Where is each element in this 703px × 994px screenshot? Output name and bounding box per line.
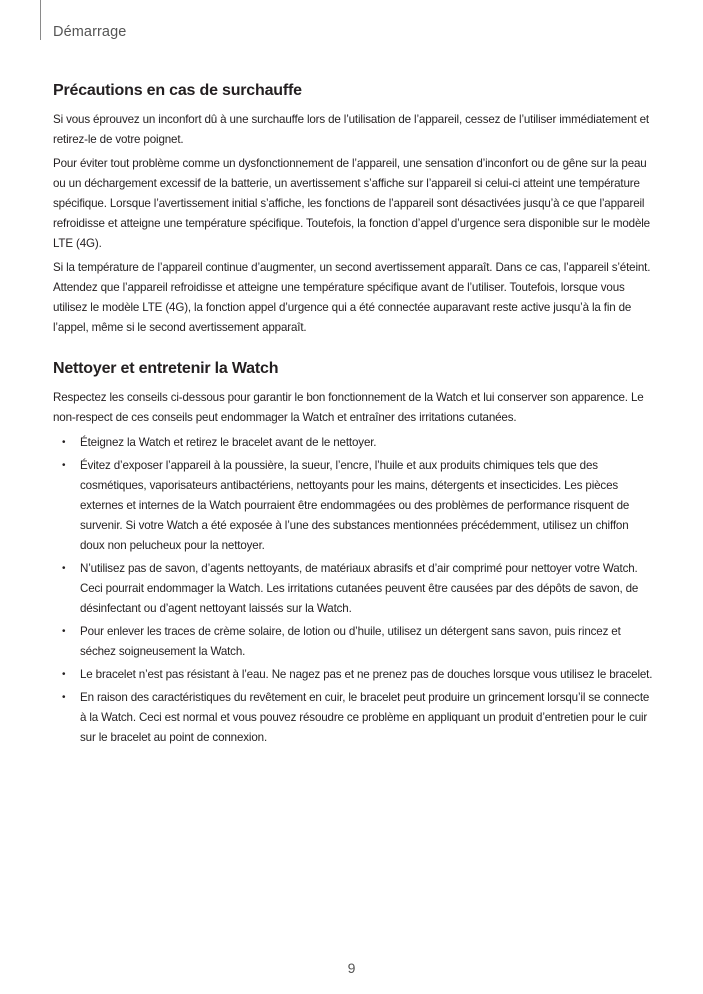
list-item — [53, 665, 653, 685]
bullet-icon: • — [62, 626, 66, 637]
page-number: 9 — [347, 960, 356, 976]
section-heading: Précautions en cas de surchauffe — [53, 82, 302, 99]
bullet-icon: • — [62, 692, 66, 703]
paragraph: Si vous éprouvez un inconfort dû à une surchauffe lors de l’utilisation de l’appareil, cessez de l’utiliser immédiatement et retirez-le de votre poignet. — [53, 113, 649, 146]
list-item-text: Évitez d’exposer l’appareil à la poussière, la sueur, l’encre, l’huile et aux produits chimiques tels que des cosmétiques, vaporisateurs antibactériens, nettoyants pour les mains, détergents et insecticides. Les pièces externes et internes de la Watch pourraient être endommagées ou des problèmes de performance risquent de survenir. Si votre Watch a été exposée à l’une des substances mentionnées précédemment, utilisez un chiffon doux non pelucheux pour la nettoyer. — [80, 459, 630, 552]
chapter-title: Démarrage — [53, 24, 127, 40]
section-heading: Nettoyer et entretenir la Watch — [53, 360, 279, 377]
bullet-list — [53, 433, 653, 748]
bullet-icon: • — [62, 437, 66, 448]
section-overheating — [53, 82, 653, 338]
list-item-text: N’utilisez pas de savon, d’agents nettoyants, de matériaux abrasifs et d’air comprimé pour nettoyer votre Watch. Ceci pourrait endommager la Watch. Les irritations cutanées peuvent être causées par des dépôts de savon, de désinfectant ou d’agent nettoyant laissés sur la Watch. — [80, 562, 639, 615]
list-item — [53, 456, 653, 556]
list-item — [53, 559, 653, 619]
bullet-icon: • — [62, 563, 66, 574]
list-item-text: Le bracelet n’est pas résistant à l’eau. Ne nagez pas et ne prenez pas de douches lorsque vous utilisez le bracelet. — [80, 668, 653, 681]
list-item — [53, 622, 653, 662]
section-cleaning — [53, 360, 653, 748]
page-content — [53, 82, 653, 751]
header-rule — [40, 0, 41, 40]
bullet-icon: • — [62, 460, 66, 471]
paragraph: Respectez les conseils ci-dessous pour garantir le bon fonctionnement de la Watch et lui conserver son apparence. Le non-respect de ces conseils peut endommager la Watch et entraîner des irritations cutanées. — [53, 391, 644, 424]
list-item-text: Éteignez la Watch et retirez le bracelet avant de le nettoyer. — [80, 436, 377, 449]
paragraph: Si la température de l’appareil continue d’augmenter, un second avertissement apparaît. Dans ce cas, l’appareil s’éteint. Attendez que l’appareil refroidisse et atteigne une température spécifique avant de l’utiliser. Toutefois, lorsque vous utilisez le modèle LTE (4G), la fonction appel d’urgence qui a été connectée auparavant reste active jusqu’à la fin de l’appel, même si le second avertissement apparaît. — [53, 261, 651, 334]
list-item-text: Pour enlever les traces de crème solaire, de lotion ou d’huile, utilisez un détergent sans savon, puis rincez et séchez soigneusement la Watch. — [80, 625, 621, 658]
bullet-icon: • — [62, 669, 66, 680]
list-item — [53, 433, 653, 453]
list-item-text: En raison des caractéristiques du revêtement en cuir, le bracelet peut produire un grincement lorsqu’il se connecte à la Watch. Ceci est normal et vous pouvez résoudre ce problème en appliquant un produit d’entretien pour le cuir sur le bracelet au point de connexion. — [80, 691, 650, 744]
list-item — [53, 688, 653, 748]
paragraph: Pour éviter tout problème comme un dysfonctionnement de l’appareil, une sensation d’inconfort ou de gêne sur la peau ou un déchargement excessif de la batterie, un avertissement s’affiche sur l’appareil si celui-ci atteint une température spécifique. Lorsque l’avertissement initial s’affiche, les fonctions de l’appareil sont désactivées jusqu’à ce que l’appareil refroidisse et atteigne une température spécifique. Toutefois, la fonction d’appel d’urgence sera disponible sur le modèle LTE (4G). — [53, 157, 650, 250]
